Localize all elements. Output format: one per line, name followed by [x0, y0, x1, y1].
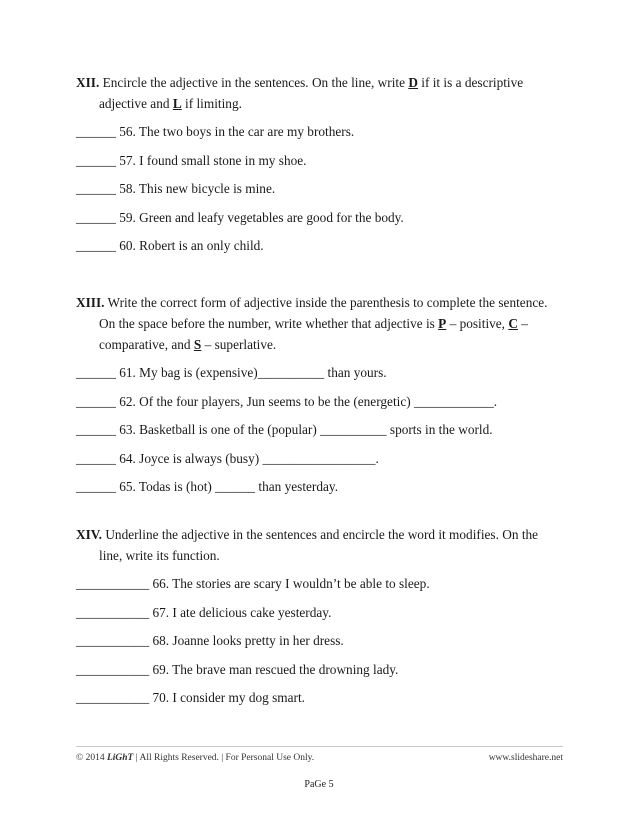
list-item: ______ 65. Todas is (hot) ______ than yesterday.: [76, 479, 339, 495]
section-xii-line-2: [76, 93, 576, 114]
section-xiv-text-1: Underline the adjective in the sentences and encircle the word it modifies. On the: [105, 527, 539, 542]
section-xiv-instructions: [76, 524, 576, 566]
list-item: ______ 62. Of the four players, Jun seems to be the (energetic) ____________.: [76, 393, 498, 409]
section-xiv-line-2: line, write its function.: [99, 548, 220, 563]
list-item: ______ 64. Joyce is always (busy) _________________.: [76, 450, 379, 466]
copyright-prefix: © 2014: [76, 753, 107, 763]
section-xiii: [76, 292, 576, 507]
section-xiii-line-2: [76, 313, 576, 334]
limiting-mark: L: [172, 96, 182, 111]
section-xii-text-4: if limiting.: [181, 96, 242, 111]
positive-mark: P: [438, 316, 447, 331]
section-xiii-text-5: comparative, and: [99, 337, 194, 352]
section-xii: [76, 72, 576, 266]
section-xiii-text-2: On the space before the number, write whether that adjective is: [99, 316, 439, 331]
superlative-mark: S: [193, 337, 202, 352]
section-xii-instructions: [76, 72, 576, 114]
footer-divider: [76, 746, 563, 747]
list-item: ___________ 68. Joanne looks pretty in her dress.: [76, 633, 344, 649]
section-xiii-items: [76, 364, 576, 507]
section-xiii-text-1: Write the correct form of adjective inside the parenthesis to complete the sentence.: [107, 295, 548, 310]
list-item: ______ 59. Green and leafy vegetables are good for the body.: [76, 209, 404, 225]
list-item: ______ 63. Basketball is one of the (popular) __________ sports in the world.: [76, 422, 493, 438]
page-footer: [76, 753, 563, 763]
section-xiii-label: XIII.: [76, 295, 105, 310]
copyright-suffix: | All Rights Reserved. | For Personal Use Only.: [133, 753, 315, 763]
section-xii-text-3: adjective and: [99, 96, 173, 111]
list-item: ___________ 67. I ate delicious cake yesterday.: [76, 604, 332, 620]
section-xiv-label: XIV.: [76, 527, 102, 542]
page-number: PaGe 5: [304, 779, 334, 790]
list-item: ______ 61. My bag is (expensive)__________ than yours.: [76, 365, 387, 380]
descriptive-mark: D: [408, 75, 418, 90]
section-xiii-instructions: [76, 292, 576, 355]
section-xii-label: XII.: [76, 75, 100, 90]
list-item: ___________ 66. The stories are scary I wouldn’t be able to sleep.: [76, 576, 430, 591]
footer-site: www.slideshare.net: [488, 753, 563, 763]
list-item: ___________ 70. I consider my dog smart.: [76, 690, 305, 706]
list-item: ______ 60. Robert is an only child.: [76, 238, 264, 254]
list-item: ______ 57. I found small stone in my shoe.: [76, 152, 307, 168]
list-item: ______ 58. This new bicycle is mine.: [76, 181, 276, 197]
list-item: ______ 56. The two boys in the car are my brothers.: [76, 124, 355, 139]
list-item: ___________ 69. The brave man rescued the drowning lady.: [76, 661, 399, 677]
section-xii-text-1: Encircle the adjective in the sentences. On the line, write: [102, 75, 409, 90]
section-xii-items: [76, 123, 576, 266]
section-xiii-line-3: [76, 334, 576, 355]
section-xii-text-2: if it is a descriptive: [417, 75, 524, 90]
section-xiii-text-6: – superlative.: [201, 337, 277, 352]
section-xiii-text-3: – positive,: [446, 316, 509, 331]
section-xiii-text-4: –: [517, 316, 528, 331]
section-xiv: [76, 524, 576, 718]
brand-name: LiGhT: [106, 753, 134, 763]
comparative-mark: C: [508, 316, 518, 331]
section-xiv-items: [76, 575, 576, 718]
copyright-notice: [76, 753, 314, 763]
